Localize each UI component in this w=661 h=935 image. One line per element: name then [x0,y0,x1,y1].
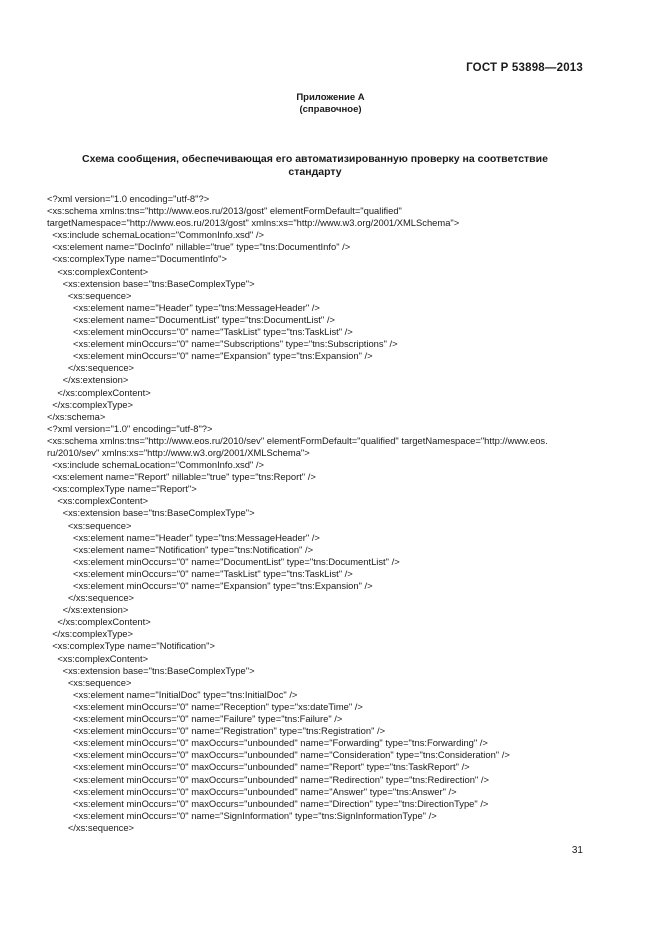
code-line: <xs:element minOccurs="0" name="Expansion" type="tns:Expansion" /> [47,580,373,591]
code-line: <xs:element name="InitialDoc" type="tns:InitialDoc" /> [47,688,298,700]
code-line: <xs:complexType name="Report"> [47,483,197,495]
code-line: </xs:sequence> [47,592,135,604]
code-line: <xs:element minOccurs="0" maxOccurs="unbounded" name="Direction" type="tns:DirectionType" /> [47,797,489,809]
code-line: <xs:element name="Report" nillable="true" type="tns:Report" /> [47,471,316,483]
code-line: <xs:element minOccurs="0" name="Registration" type="tns:Registration" /> [47,725,386,737]
code-line: <xs:include schemaLocation="CommonInfo.xsd" /> [47,459,264,471]
code-line: <xs:element minOccurs="0" name="DocumentList" type="tns:DocumentList" /> [47,555,400,567]
code-line: </xs:sequence> [47,362,135,374]
code-line: <xs:complexContent> [47,495,149,507]
annex-heading [0,92,661,116]
code-line: </xs:complexType> [47,398,133,410]
code-line: <xs:element minOccurs="0" maxOccurs="unbounded" name="Forwarding" type="tns:Forwarding" /> [47,737,488,749]
xml-schema-listing [47,193,607,834]
code-line: </xs:schema> [47,410,106,422]
code-line: <xs:element minOccurs="0" maxOccurs="unbounded" name="Consideration" type="tns:Consideration" /> [47,749,510,761]
code-line: <xs:include schemaLocation="CommonInfo.xsd" /> [47,229,264,241]
code-line: </xs:complexContent> [47,386,151,398]
code-line: </xs:complexType> [47,628,133,640]
code-line: <xs:element minOccurs="0" name="TaskList" type="tns:TaskList" /> [47,567,353,579]
annex-subtitle: (справочное) [299,104,362,115]
code-line: <xs:element minOccurs="0" maxOccurs="unbounded" name="Report" type="tns:TaskReport" /> [47,761,470,773]
code-line: <xs:element name="DocInfo" nillable="true" type="tns:DocumentInfo" /> [47,241,351,253]
code-line: <xs:extension base="tns:BaseComplexType"> [47,507,255,519]
code-line: <xs:sequence> [47,519,132,531]
section-title-line-1: Схема сообщения, обеспечивающая его автоматизированную проверку на соответствие [82,153,548,165]
code-line: </xs:complexContent> [47,616,151,628]
code-line: <xs:sequence> [47,676,132,688]
standard-code: ГОСТ Р 53898—2013 [466,62,583,74]
section-title-line-2: стандарту [288,166,342,178]
code-line: <xs:element minOccurs="0" name="Subscriptions" type="tns:Subscriptions" /> [47,338,398,350]
code-line: <xs:extension base="tns:BaseComplexType"> [47,277,255,289]
code-line: <xs:complexContent> [47,652,149,664]
code-line: </xs:extension> [47,604,129,616]
code-line: <?xml version="1.0 encoding="utf-8"?> [47,193,210,204]
code-line: <xs:complexType name="DocumentInfo"> [47,253,227,265]
code-line: </xs:sequence> [47,821,135,833]
code-line: <xs:element minOccurs="0" name="Reception" type="xs:dateTime" /> [47,700,363,712]
code-line: <xs:element minOccurs="0" name="Failure" type="tns:Failure" /> [47,713,343,725]
code-line: <xs:element minOccurs="0" name="TaskList" type="tns:TaskList" /> [47,326,353,338]
code-line: <xs:complexContent> [47,265,149,277]
code-line: <xs:extension base="tns:BaseComplexType"> [47,664,255,676]
annex-title: Приложение А [296,92,365,103]
code-line: <xs:element minOccurs="0" name="Expansion" type="tns:Expansion" /> [47,350,373,362]
code-line: <xs:element minOccurs="0" maxOccurs="unbounded" name="Answer" type="tns:Answer" /> [47,785,457,797]
code-line: <xs:element name="Header" type="tns:MessageHeader" /> [47,301,320,313]
code-line: <xs:element name="Header" type="tns:MessageHeader" /> [47,531,320,543]
code-line: <xs:schema xmlns:tns="http://www.eos.ru/2010/sev" elementFormDefault="qualified" targetNamespace="http://www.eos. [47,434,548,446]
code-line: <xs:element name="Notification" type="tns:Notification" /> [47,543,314,555]
code-line: ru/2010/sev" xmlns:xs="http://www.w3.org/2001/XMLSchema"> [47,446,310,458]
page-number: 31 [571,845,583,856]
code-line: <xs:sequence> [47,289,132,301]
code-line: </xs:extension> [47,374,129,386]
code-line: targetNamespace="http://www.eos.ru/2013/gost" xmlns:xs="http://www.w3.org/2001/XMLSchema"> [47,217,460,229]
code-line: <xs:element minOccurs="0" maxOccurs="unbounded" name="Redirection" type="tns:Redirection" /> [47,773,489,785]
code-line: <xs:complexType name="Notification"> [47,640,215,652]
code-line: <?xml version="1.0" encoding="utf-8"?> [47,422,213,434]
code-line: <xs:schema xmlns:tns="http://www.eos.ru/2013/gost" elementFormDefault="qualified" [47,205,402,217]
section-title [60,153,570,179]
code-line: <xs:element name="DocumentList" type="tns:DocumentList" /> [47,313,335,325]
code-line: <xs:element minOccurs="0" name="SignInformation" type="tns:SignInformationType" /> [47,809,437,821]
